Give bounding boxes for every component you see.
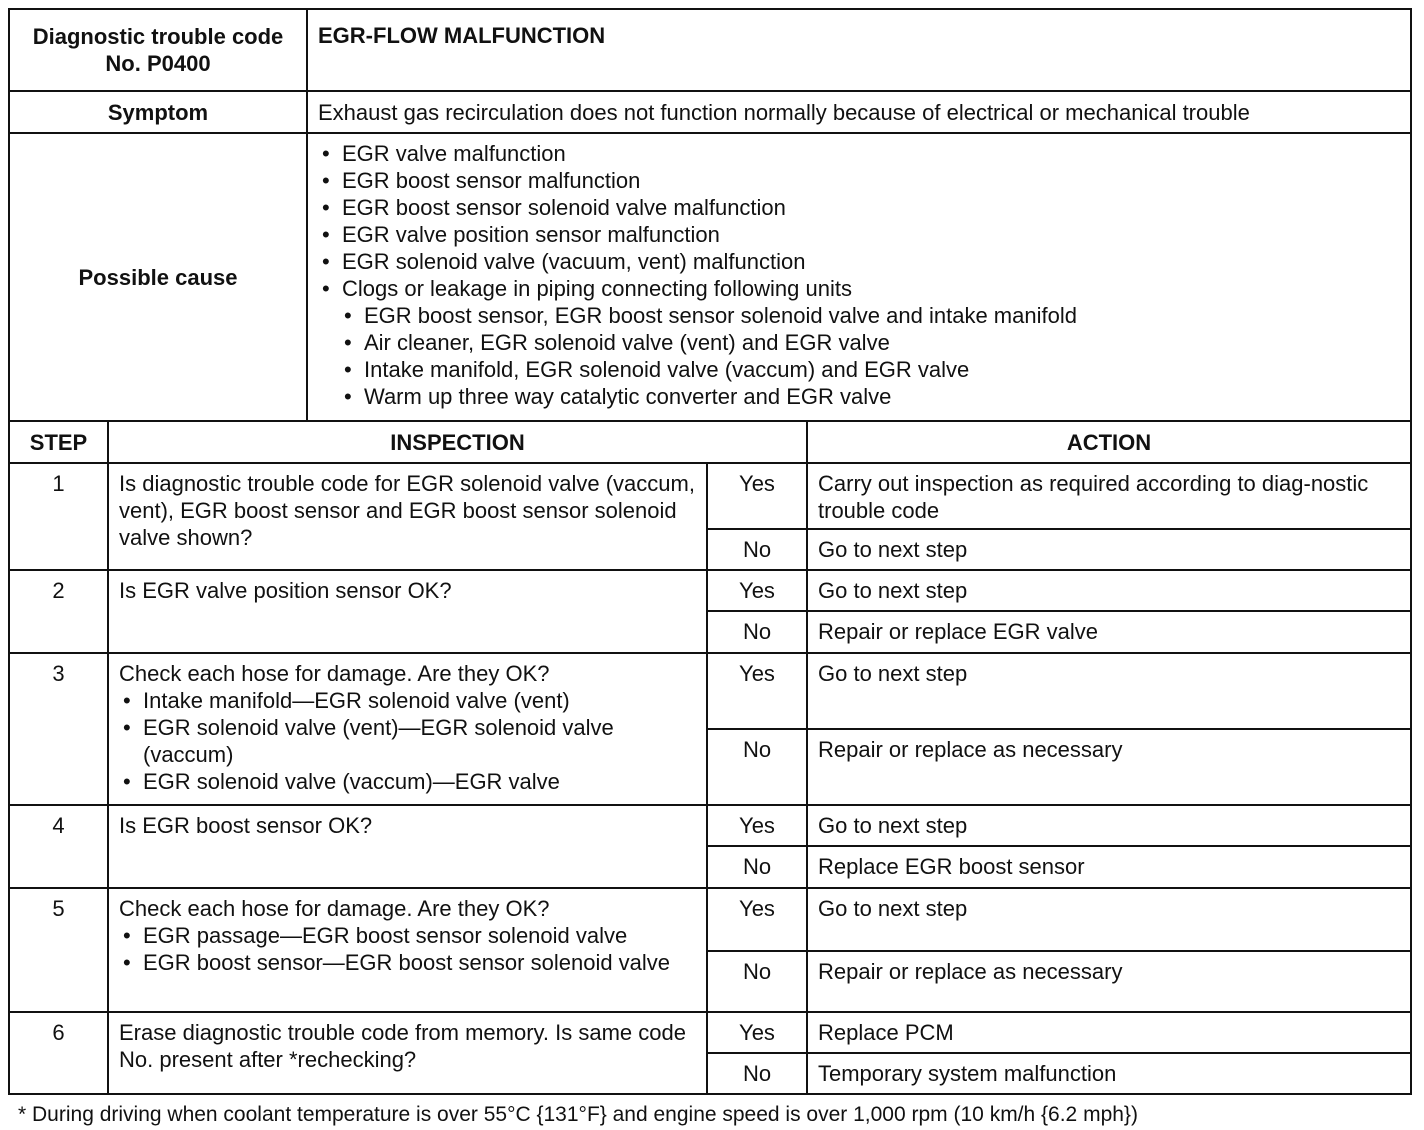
yes-label: Yes — [707, 570, 807, 611]
step-number: 4 — [9, 805, 108, 888]
step-number: 1 — [9, 463, 108, 570]
step-number: 2 — [9, 570, 108, 653]
step-inspection — [108, 653, 707, 805]
footnote: * During driving when coolant temperature is over 55°C {131°F} and engine speed is over 1,000 rpm (10 km/h {6.2 mph}) — [18, 1103, 1138, 1126]
inspection-bullet: • EGR solenoid valve (vent)—EGR solenoid valve (vaccum) — [119, 714, 696, 768]
cause-item: • EGR boost sensor malfunction — [318, 167, 1400, 194]
dtc-label: Diagnostic trouble code No. P0400 — [9, 9, 307, 91]
no-action: Replace EGR boost sensor — [807, 846, 1411, 888]
symptom-row — [9, 91, 1411, 133]
step-inspection — [108, 1012, 707, 1094]
no-label: No — [707, 846, 807, 888]
yes-action: Go to next step — [807, 653, 1411, 729]
yes-action: Go to next step — [807, 805, 1411, 846]
no-label: No — [707, 611, 807, 653]
step-row — [9, 888, 1411, 951]
step-row — [9, 463, 1411, 529]
step-inspection — [108, 805, 707, 888]
sub-cause-item: • EGR boost sensor, EGR boost sensor solenoid valve and intake manifold — [340, 302, 1400, 329]
step-row — [9, 1012, 1411, 1053]
no-label: No — [707, 529, 807, 570]
inspection-bullet: • EGR passage—EGR boost sensor solenoid valve — [119, 922, 696, 949]
no-label: No — [707, 1053, 807, 1094]
inspection-question: Erase diagnostic trouble code from memory. Is same code No. present after *rechecking? — [119, 1020, 686, 1072]
yes-action: Carry out inspection as required according to diag-nostic trouble code — [807, 463, 1411, 529]
cause-item: • EGR valve malfunction — [318, 140, 1400, 167]
no-action: Temporary system malfunction — [807, 1053, 1411, 1094]
yes-label: Yes — [707, 805, 807, 846]
step-number: 3 — [9, 653, 108, 805]
yes-label: Yes — [707, 1012, 807, 1053]
yes-action: Go to next step — [807, 888, 1411, 951]
yes-action: Go to next step — [807, 570, 1411, 611]
inspection-question: Is EGR valve position sensor OK? — [119, 578, 452, 603]
dtc-title: EGR-FLOW MALFUNCTION — [307, 9, 1411, 91]
sub-cause-item: • Air cleaner, EGR solenoid valve (vent) and EGR valve — [340, 329, 1400, 356]
cause-item: • EGR boost sensor solenoid valve malfunction — [318, 194, 1400, 221]
inspection-bullet: • Intake manifold—EGR solenoid valve (vent) — [119, 687, 696, 714]
symptom-text: Exhaust gas recirculation does not function normally because of electrical or mechanical trouble — [307, 91, 1411, 133]
step-number: 6 — [9, 1012, 108, 1094]
step-inspection — [108, 888, 707, 1012]
inspection-question: Check each hose for damage. Are they OK? — [119, 896, 550, 921]
no-label: No — [707, 729, 807, 805]
column-header-row — [9, 421, 1411, 463]
no-action: Repair or replace EGR valve — [807, 611, 1411, 653]
inspection-question: Is diagnostic trouble code for EGR solenoid valve (vaccum, vent), EGR boost sensor and EGR boost sensor solenoid valve shown? — [119, 471, 695, 550]
no-action: Repair or replace as necessary — [807, 729, 1411, 805]
no-label: No — [707, 951, 807, 1012]
step-number: 5 — [9, 888, 108, 1012]
symptom-label: Symptom — [9, 91, 307, 133]
yes-label: Yes — [707, 653, 807, 729]
cause-item: • EGR solenoid valve (vacuum, vent) malfunction — [318, 248, 1400, 275]
possible-cause-label: Possible cause — [9, 133, 307, 421]
yes-action: Replace PCM — [807, 1012, 1411, 1053]
step-inspection — [108, 570, 707, 653]
inspection-question: Is EGR boost sensor OK? — [119, 813, 373, 838]
step-row — [9, 805, 1411, 846]
step-column-header: STEP — [9, 421, 108, 463]
cause-item: • Clogs or leakage in piping connecting following units — [318, 275, 1400, 302]
possible-cause-row — [9, 133, 1411, 421]
inspection-bullet: • EGR solenoid valve (vaccum)—EGR valve — [119, 768, 696, 795]
cause-item: • EGR valve position sensor malfunction — [318, 221, 1400, 248]
inspection-bullet: • EGR boost sensor—EGR boost sensor solenoid valve — [119, 949, 696, 976]
dtc-row — [9, 9, 1411, 91]
sub-cause-item: • Intake manifold, EGR solenoid valve (vaccum) and EGR valve — [340, 356, 1400, 383]
diagnostic-document — [8, 8, 1410, 1127]
step-inspection — [108, 463, 707, 570]
no-action: Repair or replace as necessary — [807, 951, 1411, 1012]
inspection-column-header: INSPECTION — [108, 421, 807, 463]
step-row — [9, 653, 1411, 729]
diagnostic-table — [8, 8, 1412, 1095]
yes-label: Yes — [707, 463, 807, 529]
step-row — [9, 570, 1411, 611]
possible-cause-list — [307, 133, 1411, 421]
action-column-header: ACTION — [807, 421, 1411, 463]
no-action: Go to next step — [807, 529, 1411, 570]
sub-cause-item: • Warm up three way catalytic converter and EGR valve — [340, 383, 1400, 410]
inspection-question: Check each hose for damage. Are they OK? — [119, 661, 550, 686]
yes-label: Yes — [707, 888, 807, 951]
